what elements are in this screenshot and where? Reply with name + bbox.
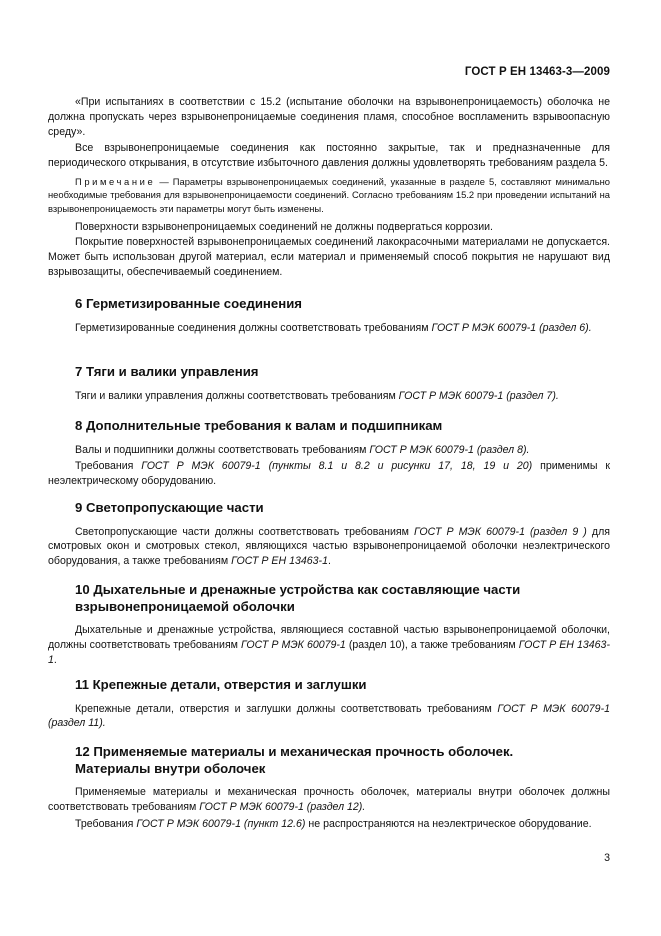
section-7 bbox=[48, 364, 610, 403]
section-11-heading: 11 Крепежные детали, отверстия и заглушки bbox=[75, 677, 367, 692]
section-9-heading: 9 Светопропускающие части bbox=[75, 500, 264, 515]
section-12 bbox=[48, 744, 610, 831]
section-6 bbox=[48, 296, 610, 335]
section-8-paragraph-2 bbox=[48, 459, 610, 489]
intro-quote-paragraph: «При испытаниях в соответствии с 15.2 (испытание оболочки на взрывонепроницаемость) оболочка не должна пропускать через взрывонепроницаемые соединения пламя, способное воспламенить взрывоопасную среду». bbox=[48, 96, 610, 138]
intro-block bbox=[48, 95, 610, 279]
coating-paragraph: Покрытие поверхностей взрывонепроницаемых соединений лакокрасочными материалами не допускается. Может быть использован другой материал, если материал и применяемый способ покрытия не нарушают вид взрывозащиты, обеспечиваемый соединением. bbox=[48, 236, 610, 278]
section-8-text-2a: Требования bbox=[75, 460, 142, 473]
section-9-paragraph bbox=[48, 525, 610, 569]
intro-paragraph-joints: Все взрывонепроницаемые соединения как постоянно закрытые, так и предназначенные для периодического открывания, в отсутствие избыточного давления должны удовлетворять требованиям раздела 5. bbox=[48, 142, 610, 170]
section-12-heading-line-2: Материалы внутри оболочек bbox=[75, 760, 266, 776]
section-10-text-1: Дыхательные и дренажные устройства, являющиеся составной частью взрывонепроницаемой оболочки, должны соответствовать требованиям bbox=[48, 624, 610, 651]
section-12-heading bbox=[48, 744, 610, 777]
section-7-heading: 7 Тяги и валики управления bbox=[75, 364, 259, 379]
section-10-reference-2: ГОСТ Р ЕН 13463-1 bbox=[48, 638, 610, 666]
section-8-heading: 8 Дополнительные требования к валам и подшипникам bbox=[75, 418, 443, 433]
note-text: — Параметры взрывонепроницаемых соединений, указанные в разделе 5, составляют минимально необходимые требования для взрывонепроницаемости соединений. Согласно требованиям 15.2 при проведении испытаний на взрывонепроницаемость эти параметры могут быть изменены. bbox=[48, 175, 610, 214]
section-7-reference: ГОСТ Р МЭК 60079-1 (раздел 7). bbox=[398, 389, 559, 402]
section-8-text-2b: применимы к неэлектрическому оборудованию. bbox=[48, 460, 610, 488]
section-9-text-2: для смотровых окон и смотровых стекол, являющихся частью взрывонепроницаемой оболочки неэлектрического оборудования, а также требованиям bbox=[48, 525, 610, 568]
section-10-text-2: (раздел 10), а также требованиям bbox=[345, 638, 519, 651]
section-12-reference-1: ГОСТ Р МЭК 60079-1 (раздел 12). bbox=[199, 800, 366, 813]
section-10-reference-1: ГОСТ Р МЭК 60079-1 bbox=[240, 638, 346, 651]
section-11-reference: ГОСТ Р МЭК 60079-1 (раздел 11). bbox=[48, 702, 610, 730]
section-8-reference-2: ГОСТ Р МЭК 60079-1 (пункты 8.1 и 8.2 и рисунки 17, 18, 19 и 20) bbox=[141, 460, 533, 473]
section-6-paragraph bbox=[48, 321, 610, 336]
section-9-text-1: Светопропускающие части должны соответствовать требованиям bbox=[75, 525, 414, 538]
section-9 bbox=[48, 500, 610, 569]
section-7-text: Тяги и валики управления должны соответствовать требованиям bbox=[75, 389, 399, 402]
section-6-reference: ГОСТ Р МЭК 60079-1 (раздел 6). bbox=[431, 321, 592, 334]
section-12-text-2b: не распространяются на неэлектрическое оборудование. bbox=[305, 817, 592, 830]
section-10-heading-line-1: 10 Дыхательные и дренажные устройства как составляющие части bbox=[75, 582, 521, 597]
page-number: 3 bbox=[604, 852, 610, 864]
section-12-text-2a: Требования bbox=[75, 817, 137, 830]
section-10 bbox=[48, 582, 610, 667]
section-11-text: Крепежные детали, отверстия и заглушки должны соответствовать требованиям bbox=[75, 702, 498, 715]
section-8-reference-1: ГОСТ Р МЭК 60079-1 (раздел 8). bbox=[369, 443, 530, 456]
note-label: Примечание bbox=[75, 175, 156, 187]
section-8-text-1: Валы и подшипники должны соответствовать требованиям bbox=[75, 443, 370, 456]
document-code: ГОСТ Р ЕН 13463-3—2009 bbox=[464, 66, 610, 78]
section-12-reference-2: ГОСТ Р МЭК 60079-1 (пункт 12.6) bbox=[136, 817, 306, 830]
section-8-paragraph-1 bbox=[48, 443, 610, 458]
section-12-text-1: Применяемые материалы и механическая прочность оболочек, материалы внутри оболочек должны соответствовать требованиям bbox=[48, 786, 610, 813]
section-12-paragraph-2 bbox=[48, 817, 610, 832]
section-10-paragraph bbox=[48, 623, 610, 667]
section-6-text: Герметизированные соединения должны соответствовать требованиям bbox=[75, 321, 432, 334]
section-6-heading: 6 Герметизированные соединения bbox=[75, 296, 303, 311]
section-8 bbox=[48, 418, 610, 489]
section-12-heading-line-1: 12 Применяемые материалы и механическая прочность оболочек. bbox=[75, 744, 514, 759]
section-12-paragraph-1 bbox=[48, 785, 610, 815]
section-11 bbox=[48, 677, 610, 731]
section-10-heading bbox=[48, 582, 610, 615]
section-9-reference-1: ГОСТ Р МЭК 60079-1 (раздел 9 ) bbox=[414, 525, 587, 538]
section-7-paragraph bbox=[48, 389, 610, 404]
section-10-text-3: . bbox=[53, 653, 57, 666]
section-10-heading-line-2: взрывонепроницаемой оболочки bbox=[75, 598, 295, 614]
section-11-paragraph bbox=[48, 702, 610, 732]
section-9-reference-2: ГОСТ Р ЕН 13463-1 bbox=[231, 555, 328, 568]
section-9-text-3: . bbox=[327, 555, 331, 568]
corrosion-paragraph: Поверхности взрывонепроницаемых соединений не должны подвергаться коррозии. bbox=[75, 221, 494, 234]
note-paragraph bbox=[48, 175, 610, 215]
